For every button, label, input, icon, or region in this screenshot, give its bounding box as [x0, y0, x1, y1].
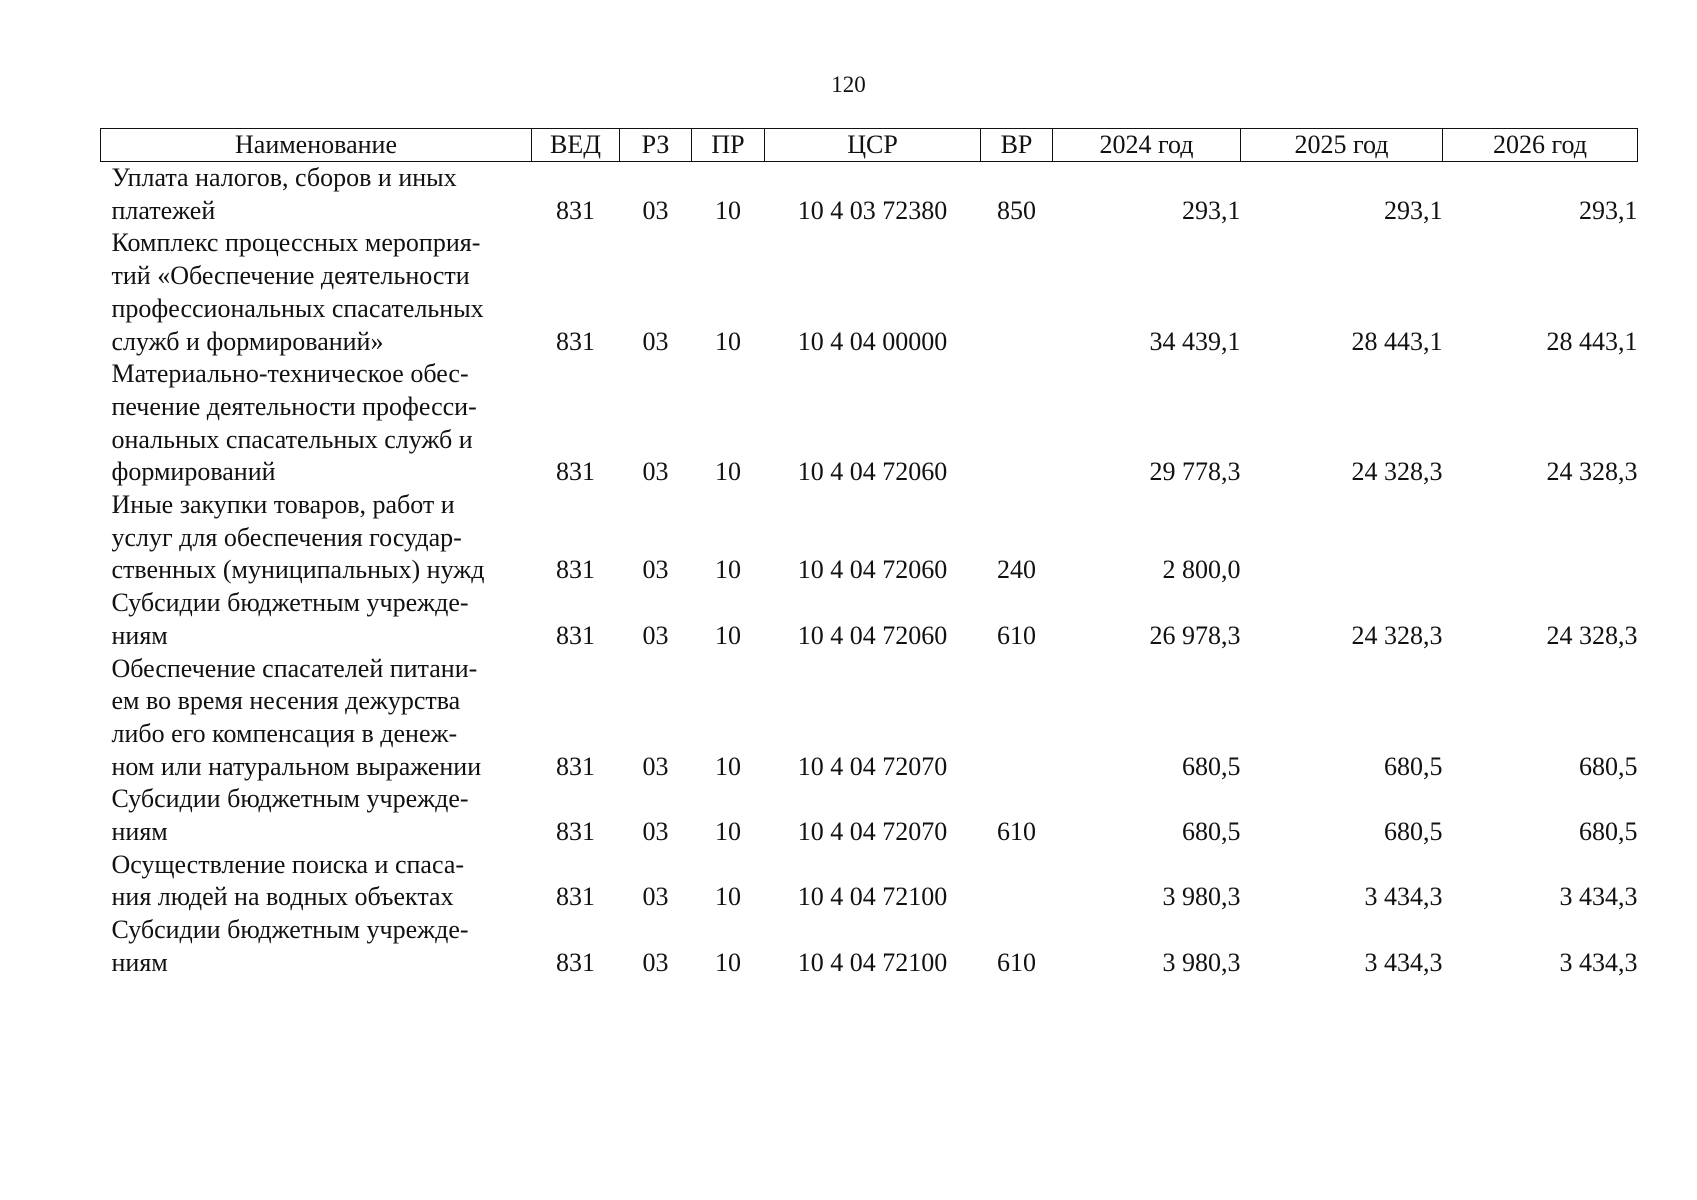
header-name: Наименование: [101, 129, 532, 162]
cell-name: [101, 587, 532, 652]
cell-rz: 03: [642, 457, 669, 487]
cell-pr: 10: [715, 326, 741, 356]
cell-ved: 831: [556, 751, 595, 781]
cell-2025: 28 443,1: [1351, 326, 1443, 356]
cell-2024: 34 439,1: [1149, 326, 1241, 356]
cell-2025: 24 328,3: [1351, 457, 1443, 487]
cell-ved: 831: [556, 947, 595, 977]
cell-ved: 831: [556, 620, 595, 650]
cell-2025: 293,1: [1384, 195, 1443, 225]
cell-rz: 03: [642, 817, 669, 847]
name-line: профессиональных спасательных: [111, 293, 484, 323]
cell-2024: 680,5: [1182, 751, 1241, 781]
name-line: тий «Обеспечение деятельности: [111, 261, 470, 291]
name-line: ном или натуральном выражении: [111, 751, 482, 781]
cell-name: [101, 162, 532, 228]
name-line: служб и формирований»: [111, 326, 384, 356]
table-header-row: [101, 129, 1638, 162]
table-row: [101, 783, 1638, 848]
cell-2026: [1443, 489, 1638, 587]
cell-vr: [981, 653, 1053, 784]
header-ved: ВЕД: [532, 129, 620, 162]
cell-2025: 3 434,3: [1364, 947, 1443, 977]
name-line: либо его компенсация в денеж-: [111, 718, 458, 748]
cell-pr: 10: [715, 817, 741, 847]
cell-2026: 24 328,3: [1546, 620, 1638, 650]
header-csr: ЦСР: [765, 129, 981, 162]
cell-pr: 10: [715, 882, 741, 912]
name-line: ния людей на водных объектах: [111, 882, 454, 912]
name-line: ниям: [111, 620, 168, 650]
cell-2026: 3 434,3: [1559, 882, 1638, 912]
cell-pr: 10: [715, 555, 741, 585]
cell-rz: 03: [642, 555, 669, 585]
cell-csr: 10 4 04 72100: [797, 947, 948, 977]
cell-name: [101, 783, 532, 848]
cell-2025: 3 434,3: [1364, 882, 1443, 912]
cell-rz: 03: [642, 751, 669, 781]
cell-pr: 10: [715, 457, 741, 487]
cell-name: [101, 849, 532, 914]
table-row: [101, 914, 1638, 979]
cell-vr: 610: [997, 620, 1036, 650]
cell-ved: 831: [556, 882, 595, 912]
name-line: Субсидии бюджетным учрежде-: [111, 588, 469, 618]
cell-ved: 831: [556, 555, 595, 585]
cell-vr: 850: [997, 195, 1036, 225]
cell-csr: 10 4 04 72070: [797, 751, 948, 781]
cell-name: [101, 489, 532, 587]
table-row: [101, 358, 1638, 489]
cell-pr: 10: [715, 947, 741, 977]
cell-ved: 831: [556, 326, 595, 356]
table-body: [101, 162, 1638, 980]
cell-2026: 293,1: [1579, 195, 1638, 225]
cell-name: [101, 227, 532, 358]
name-line: печение деятельности професси-: [111, 391, 477, 421]
name-line: Комплекс процессных мероприя-: [111, 228, 481, 258]
cell-rz: 03: [642, 947, 669, 977]
table-row: [101, 489, 1638, 587]
name-line: Материально-техническое обес-: [111, 359, 469, 389]
name-line: ем во время несения дежурства: [111, 686, 461, 716]
name-line: Осуществление поиска и спаса-: [111, 849, 465, 879]
cell-csr: 10 4 04 72060: [797, 555, 948, 585]
header-2025: 2025 год: [1241, 129, 1443, 162]
name-line: формирований: [111, 457, 276, 487]
cell-pr: 10: [715, 195, 741, 225]
cell-vr: 240: [997, 555, 1036, 585]
table-row: [101, 162, 1638, 228]
cell-csr: 10 4 04 72100: [797, 882, 948, 912]
cell-2024: 29 778,3: [1149, 457, 1241, 487]
cell-vr: [981, 849, 1053, 914]
name-line: ственных (муниципальных) нужд: [111, 555, 485, 585]
page-number: 120: [831, 72, 866, 97]
cell-pr: 10: [715, 751, 741, 781]
budget-table: [100, 128, 1638, 980]
name-line: Субсидии бюджетным учрежде-: [111, 915, 469, 945]
header-rz: РЗ: [620, 129, 692, 162]
header-2024: 2024 год: [1053, 129, 1241, 162]
header-pr: ПР: [692, 129, 765, 162]
cell-rz: 03: [642, 882, 669, 912]
cell-csr: 10 4 04 00000: [797, 326, 948, 356]
cell-ved: 831: [556, 457, 595, 487]
cell-2024: 2 800,0: [1162, 555, 1241, 585]
cell-name: [101, 653, 532, 784]
cell-2025: [1241, 489, 1443, 587]
name-line: ональных спасательных служб и: [111, 424, 473, 454]
header-vr: ВР: [981, 129, 1053, 162]
cell-vr: 610: [997, 947, 1036, 977]
name-line: платежей: [111, 195, 216, 225]
table-row: [101, 227, 1638, 358]
cell-2024: 293,1: [1182, 195, 1241, 225]
table-row: [101, 653, 1638, 784]
name-line: ниям: [111, 817, 168, 847]
table-row: [101, 849, 1638, 914]
cell-2025: 680,5: [1384, 751, 1443, 781]
cell-2024: 3 980,3: [1162, 947, 1241, 977]
name-line: Субсидии бюджетным учрежде-: [111, 784, 469, 814]
cell-rz: 03: [642, 195, 669, 225]
cell-rz: 03: [642, 326, 669, 356]
cell-ved: 831: [556, 195, 595, 225]
cell-2026: 28 443,1: [1546, 326, 1638, 356]
name-line: Иные закупки товаров, работ и: [111, 490, 455, 520]
cell-2026: 24 328,3: [1546, 457, 1638, 487]
cell-csr: 10 4 04 72060: [797, 457, 948, 487]
header-2026: 2026 год: [1443, 129, 1638, 162]
cell-2025: 680,5: [1384, 817, 1443, 847]
cell-vr: 610: [997, 817, 1036, 847]
cell-2024: 26 978,3: [1149, 620, 1241, 650]
name-line: Обеспечение спасателей питани-: [111, 653, 478, 683]
cell-2026: 3 434,3: [1559, 947, 1638, 977]
cell-2026: 680,5: [1579, 817, 1638, 847]
cell-vr: [981, 227, 1053, 358]
cell-2025: 24 328,3: [1351, 620, 1443, 650]
cell-csr: 10 4 03 72380: [797, 195, 948, 225]
name-line: Уплата налогов, сборов и иных: [111, 163, 457, 192]
cell-ved: 831: [556, 817, 595, 847]
cell-2024: 680,5: [1182, 817, 1241, 847]
table-row: [101, 587, 1638, 652]
cell-csr: 10 4 04 72070: [797, 817, 948, 847]
cell-name: [101, 358, 532, 489]
cell-rz: 03: [642, 620, 669, 650]
cell-csr: 10 4 04 72060: [797, 620, 948, 650]
cell-name: [101, 914, 532, 979]
name-line: услуг для обеспечения государ-: [111, 522, 462, 552]
cell-2024: 3 980,3: [1162, 882, 1241, 912]
cell-pr: 10: [715, 620, 741, 650]
name-line: ниям: [111, 947, 168, 977]
cell-2026: 680,5: [1579, 751, 1638, 781]
cell-vr: [981, 358, 1053, 489]
